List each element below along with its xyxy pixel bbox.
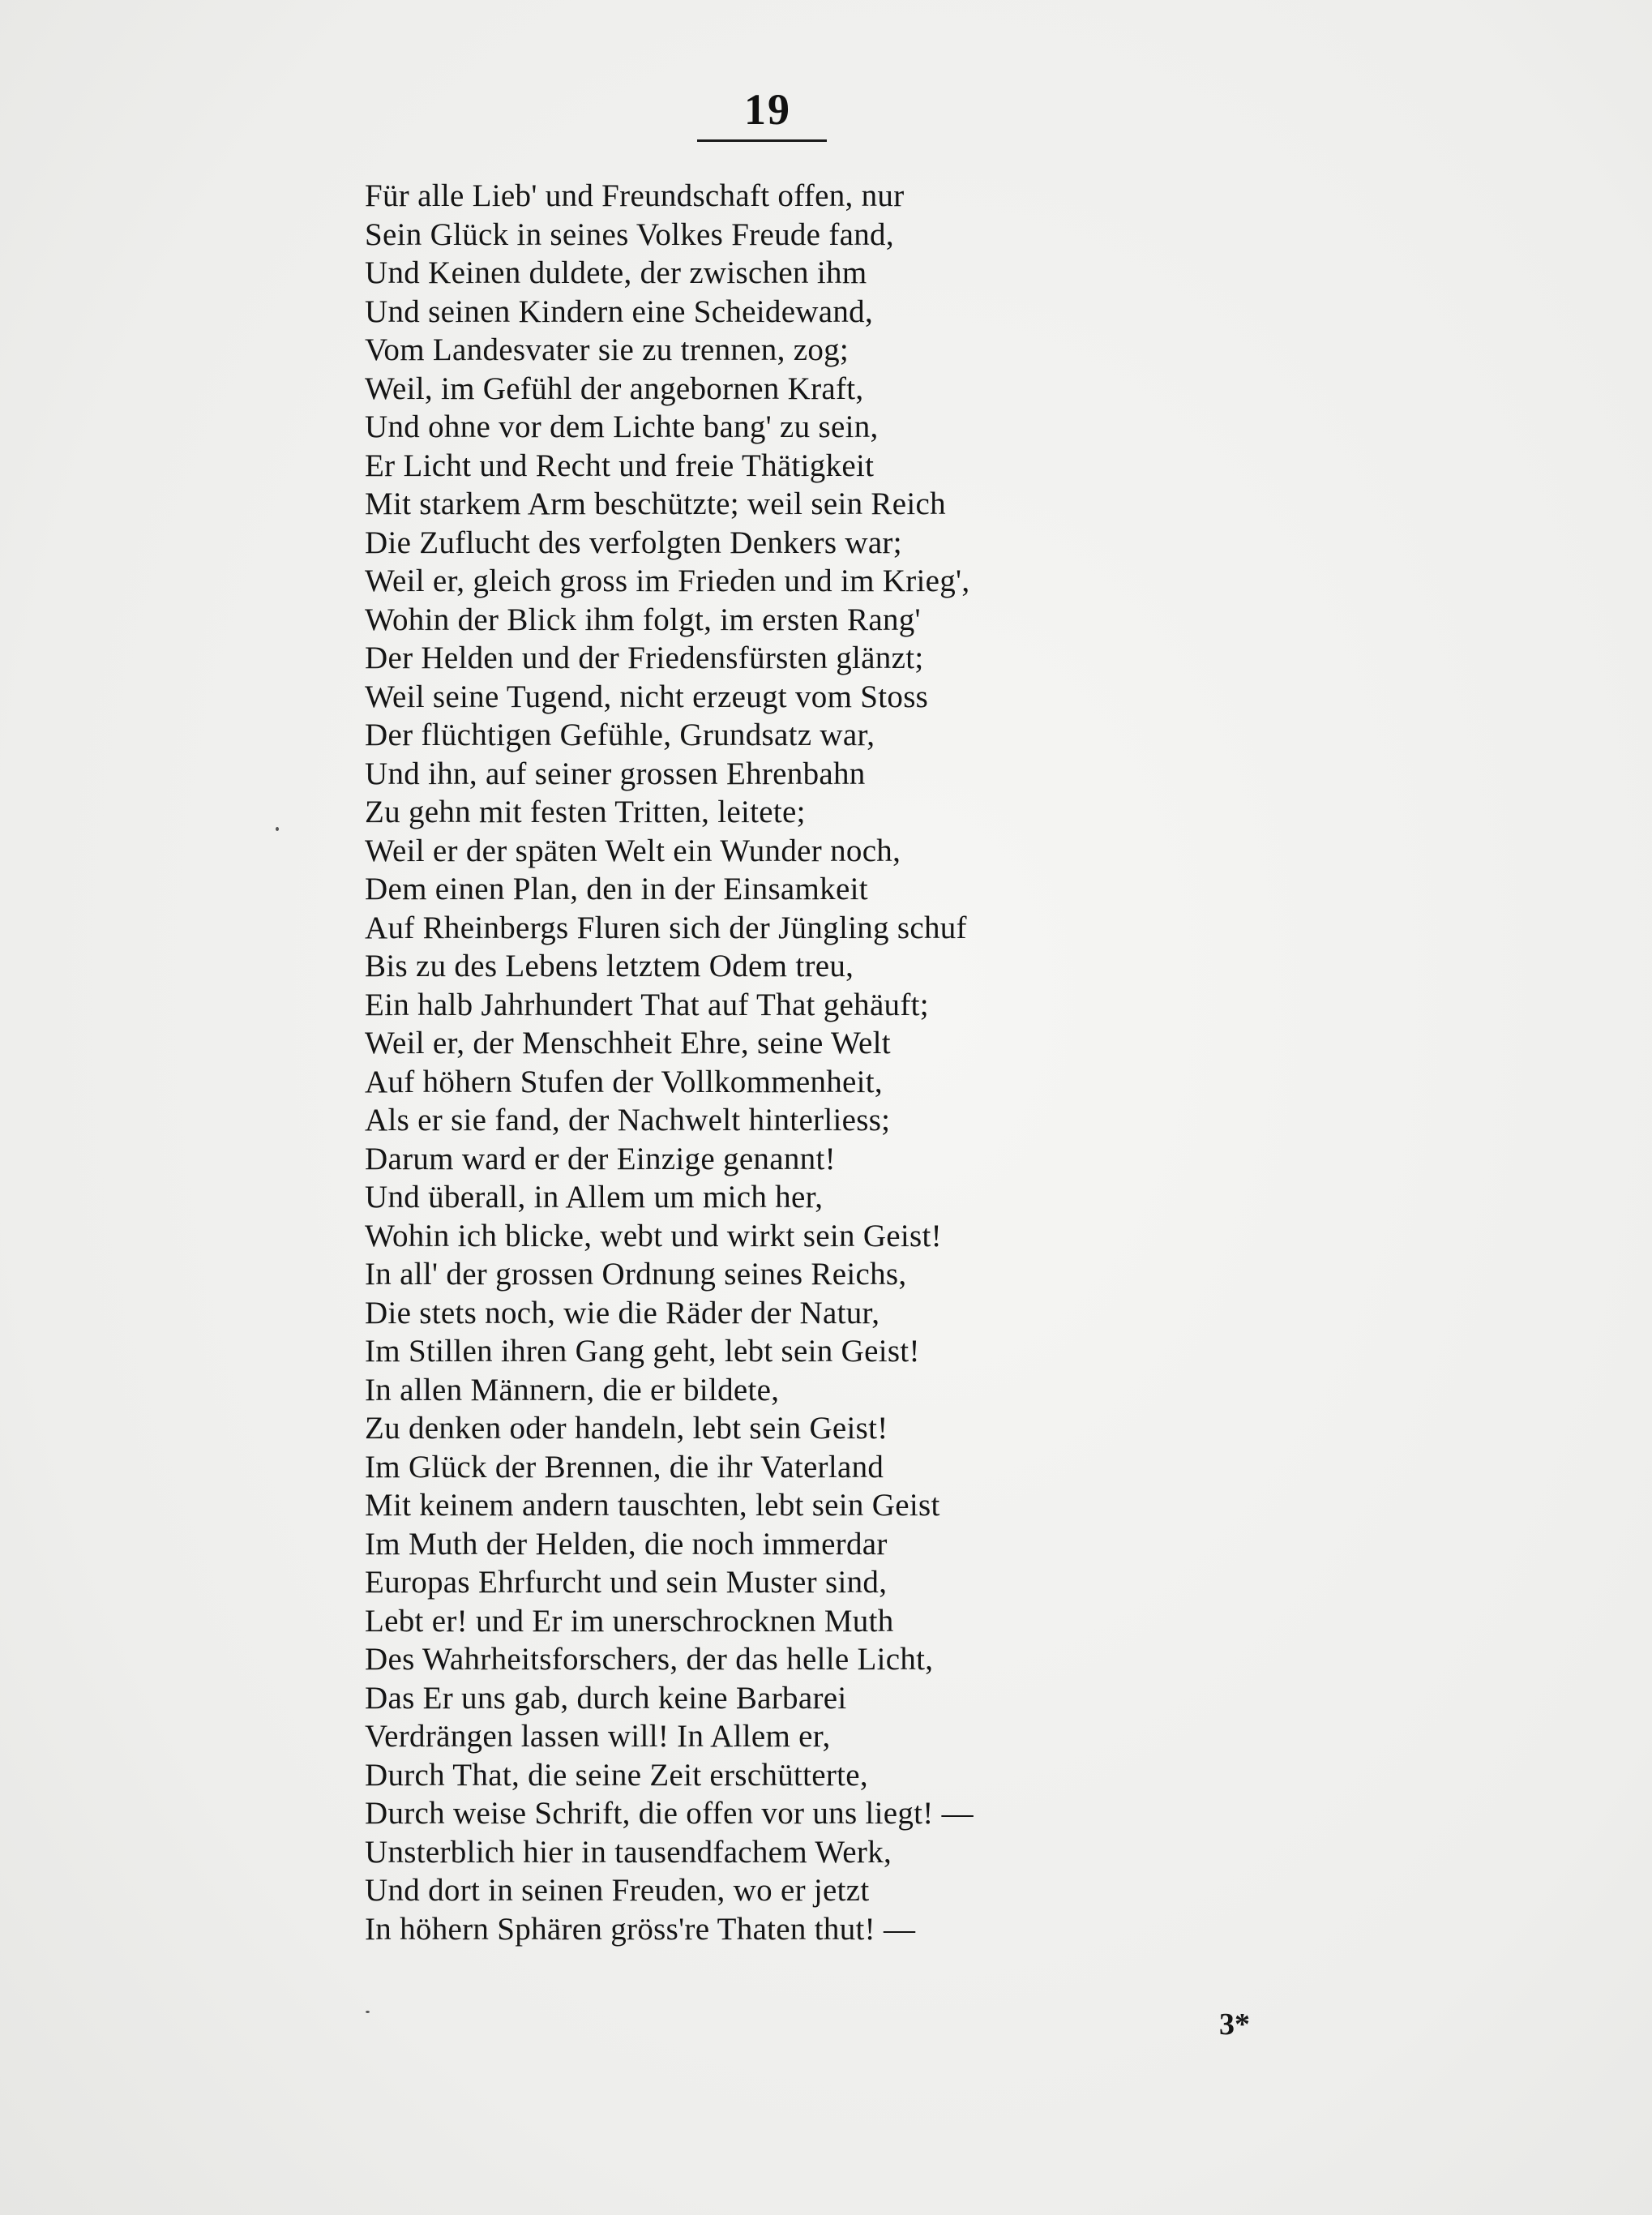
poem-line: Und dort in seinen Freuden, wo er jetzt bbox=[365, 1873, 870, 1908]
poem-line: Weil seine Tugend, nicht erzeugt vom Stoss bbox=[365, 679, 929, 714]
poem-line: Durch That, die seine Zeit erschütterte, bbox=[365, 1757, 868, 1793]
poem-line: Ein halb Jahrhundert That auf That gehäuft; bbox=[365, 987, 929, 1022]
poem-line: Auf höhern Stufen der Vollkommenheit, bbox=[365, 1064, 883, 1099]
poem-line: Er Licht und Recht und freie Thätigkeit bbox=[365, 448, 875, 483]
poem-line: In all' der grossen Ordnung seines Reichs, bbox=[365, 1257, 907, 1292]
poem-line: Dem einen Plan, den in der Einsamkeit bbox=[365, 872, 868, 906]
poem-line: Zu denken oder handeln, lebt sein Geist! bbox=[365, 1411, 888, 1446]
poem-line: Mit keinem andern tauschten, lebt sein Geist bbox=[365, 1488, 940, 1523]
poem-line: Für alle Lieb' und Freundschaft offen, nur bbox=[365, 178, 905, 213]
poem-line: In höhern Sphären gröss're Thaten thut! — bbox=[365, 1911, 916, 1947]
page-number: 19 bbox=[744, 85, 791, 134]
poem-line: Verdrängen lassen will! In Allem er, bbox=[365, 1719, 831, 1754]
poem-line: In allen Männern, die er bildete, bbox=[365, 1372, 780, 1407]
poem-line: Und überall, in Allem um mich her, bbox=[365, 1180, 824, 1215]
poem-line: Und Keinen duldete, der zwischen ihm bbox=[365, 255, 867, 290]
poem-line: Und seinen Kindern eine Scheidewand, bbox=[365, 293, 874, 329]
poem-line: Der Helden und der Friedensfürsten glänzt; bbox=[365, 641, 924, 675]
poem-line: Durch weise Schrift, die offen vor uns liegt! — bbox=[365, 1796, 974, 1831]
poem-line: Lebt er! und Er im unerschrocknen Muth bbox=[365, 1603, 894, 1639]
poem-line: Und ihn, auf seiner grossen Ehrenbahn bbox=[365, 756, 866, 791]
poem-line: Weil, im Gefühl der angebornen Kraft, bbox=[365, 371, 864, 406]
poem-line: Zu gehn mit festen Tritten, leitete; bbox=[365, 795, 806, 829]
poem-line: Im Glück der Brennen, die ihr Vaterland bbox=[365, 1449, 884, 1485]
poem-line: Die stets noch, wie die Räder der Natur, bbox=[365, 1295, 880, 1330]
poem-line: Als er sie fand, der Nachwelt hinterliess; bbox=[365, 1103, 891, 1137]
poem-line: Auf Rheinbergs Fluren sich der Jüngling schuf bbox=[365, 910, 967, 945]
poem-line: Unsterblich hier in tausendfachem Werk, bbox=[365, 1834, 892, 1870]
poem-line: Sein Glück in seines Volkes Freude fand, bbox=[365, 216, 894, 252]
poem-line: Des Wahrheitsforschers, der das helle Licht, bbox=[365, 1642, 934, 1677]
ink-speck bbox=[366, 2011, 370, 2013]
poem-text bbox=[365, 177, 1094, 1948]
poem-line: Im Stillen ihren Gang geht, lebt sein Geist! bbox=[365, 1334, 920, 1369]
printer-signature-mark: 3* bbox=[1219, 2007, 1250, 2041]
poem-line: Bis zu des Lebens letztem Odem treu, bbox=[365, 949, 854, 983]
poem-line: Darum ward er der Einzige genannt! bbox=[365, 1141, 836, 1176]
poem-line: Und ohne vor dem Lichte bang' zu sein, bbox=[365, 409, 879, 444]
poem-line: Das Er uns gab, durch keine Barbarei bbox=[365, 1680, 847, 1716]
poem-line: Europas Ehrfurcht und sein Muster sind, bbox=[365, 1565, 888, 1600]
poem-line: Weil er, der Menschheit Ehre, seine Welt bbox=[365, 1026, 891, 1060]
poem-line: Wohin der Blick ihm folgt, im ersten Rang' bbox=[365, 602, 921, 637]
poem-line: Weil er, gleich gross im Frieden und im Krieg', bbox=[365, 563, 970, 598]
header-rule bbox=[697, 139, 827, 142]
poem-line: Mit starkem Arm beschützte; weil sein Reich bbox=[365, 486, 946, 521]
poem-line: Im Muth der Helden, die noch immerdar bbox=[365, 1526, 888, 1562]
ink-speck bbox=[276, 827, 279, 831]
poem-line: Wohin ich blicke, webt und wirkt sein Geist! bbox=[365, 1218, 942, 1253]
poem-line: Vom Landesvater sie zu trennen, zog; bbox=[365, 332, 850, 367]
poem-line: Weil er der späten Welt ein Wunder noch, bbox=[365, 833, 901, 868]
poem-line: Die Zuflucht des verfolgten Denkers war; bbox=[365, 525, 902, 560]
poem-line: Der flüchtigen Gefühle, Grundsatz war, bbox=[365, 718, 875, 752]
